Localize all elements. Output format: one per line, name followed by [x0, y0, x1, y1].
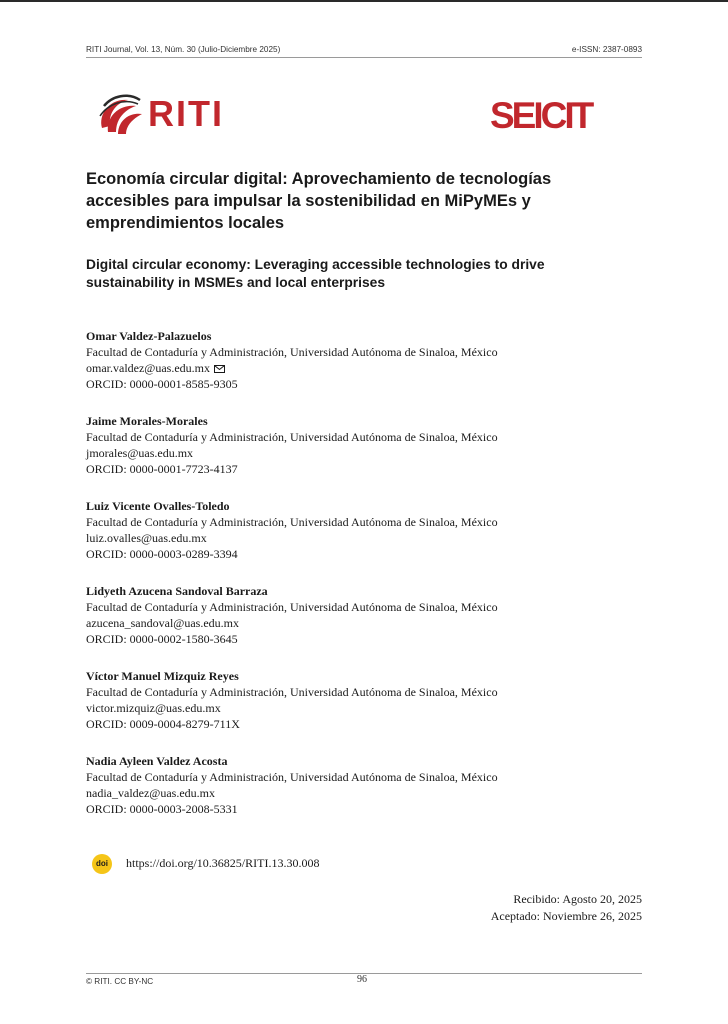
- author-block: [86, 413, 642, 498]
- doi-link[interactable]: https://doi.org/10.36825/RITI.13.30.008: [126, 856, 320, 870]
- author-block: [86, 668, 642, 753]
- author-block: [86, 328, 642, 413]
- author-email[interactable]: azucena_sandoval@uas.edu.mx: [86, 616, 239, 630]
- author-affiliation: Facultad de Contaduría y Administración, Universidad Autónoma de Sinaloa, México: [86, 515, 498, 529]
- received-date: Recibido: Agosto 20, 2025: [513, 892, 642, 906]
- author-list: [86, 328, 642, 838]
- author-affiliation: Facultad de Contaduría y Administración, Universidad Autónoma de Sinaloa, México: [86, 770, 498, 784]
- doi-icon: doi: [92, 854, 112, 874]
- author-orcid: ORCID: 0000-0003-2008-5331: [86, 802, 238, 816]
- page-number: 96: [357, 974, 367, 985]
- author-email[interactable]: luiz.ovalles@uas.edu.mx: [86, 531, 207, 545]
- author-email-line: [86, 360, 642, 376]
- author-name: Luiz Vicente Ovalles-Toledo: [86, 499, 230, 513]
- submission-dates: [491, 891, 642, 925]
- header-divider: [86, 57, 642, 58]
- riti-swirl-icon: [96, 92, 146, 140]
- article-title-english: Digital circular economy: Leveraging accessible technologies to drive sustainability in MSMEs and local enterprises: [86, 257, 545, 290]
- author-email[interactable]: jmorales@uas.edu.mx: [86, 446, 194, 460]
- author-name: Nadia Ayleen Valdez Acosta: [86, 754, 228, 768]
- author-orcid: ORCID: 0000-0001-8585-9305: [86, 377, 238, 391]
- author-affiliation: Facultad de Contaduría y Administración, Universidad Autónoma de Sinaloa, México: [86, 345, 498, 359]
- author-email[interactable]: omar.valdez@uas.edu.mx: [86, 361, 211, 375]
- author-affiliation: Facultad de Contaduría y Administración, Universidad Autónoma de Sinaloa, México: [86, 685, 498, 699]
- license-text: © RITI. CC BY-NC: [86, 977, 154, 986]
- author-orcid: ORCID: 0000-0002-1580-3645: [86, 632, 238, 646]
- top-border: [0, 0, 728, 2]
- journal-citation: RITI Journal, Vol. 13, Núm. 30 (Julio-Diciembre 2025): [86, 45, 281, 54]
- author-name: Lidyeth Azucena Sandoval Barraza: [86, 584, 268, 598]
- author-orcid: ORCID: 0000-0001-7723-4137: [86, 462, 238, 476]
- seicit-logo: [490, 97, 610, 137]
- author-email[interactable]: nadia_valdez@uas.edu.mx: [86, 786, 216, 800]
- author-affiliation: Facultad de Contaduría y Administración, Universidad Autónoma de Sinaloa, México: [86, 600, 498, 614]
- accepted-date: Aceptado: Noviembre 26, 2025: [490, 909, 642, 923]
- author-orcid: ORCID: 0009-0004-8279-711X: [86, 717, 240, 731]
- author-email[interactable]: victor.mizquiz@uas.edu.mx: [86, 701, 221, 715]
- riti-logo: [96, 92, 246, 142]
- seicit-wordmark: SEICIT: [490, 95, 592, 136]
- article-title-spanish: Economía circular digital: Aprovechamiento de tecnologías accesibles para impulsar la sostenibilidad en MiPyMEs y emprendimientos locales: [86, 170, 552, 232]
- running-header: [86, 45, 642, 57]
- author-name: Víctor Manuel Mizquiz Reyes: [86, 669, 239, 683]
- issn: e-ISSN: 2387-0893: [571, 45, 642, 54]
- author-orcid: ORCID: 0000-0003-0289-3394: [86, 547, 238, 561]
- riti-wordmark: RITI: [148, 93, 224, 134]
- envelope-icon[interactable]: [214, 365, 225, 373]
- author-block: [86, 498, 642, 583]
- author-name: Omar Valdez-Palazuelos: [86, 329, 212, 343]
- author-name: Jaime Morales-Morales: [86, 414, 208, 428]
- author-affiliation: Facultad de Contaduría y Administración, Universidad Autónoma de Sinaloa, México: [86, 430, 498, 444]
- author-block: [86, 583, 642, 668]
- author-block: [86, 753, 642, 838]
